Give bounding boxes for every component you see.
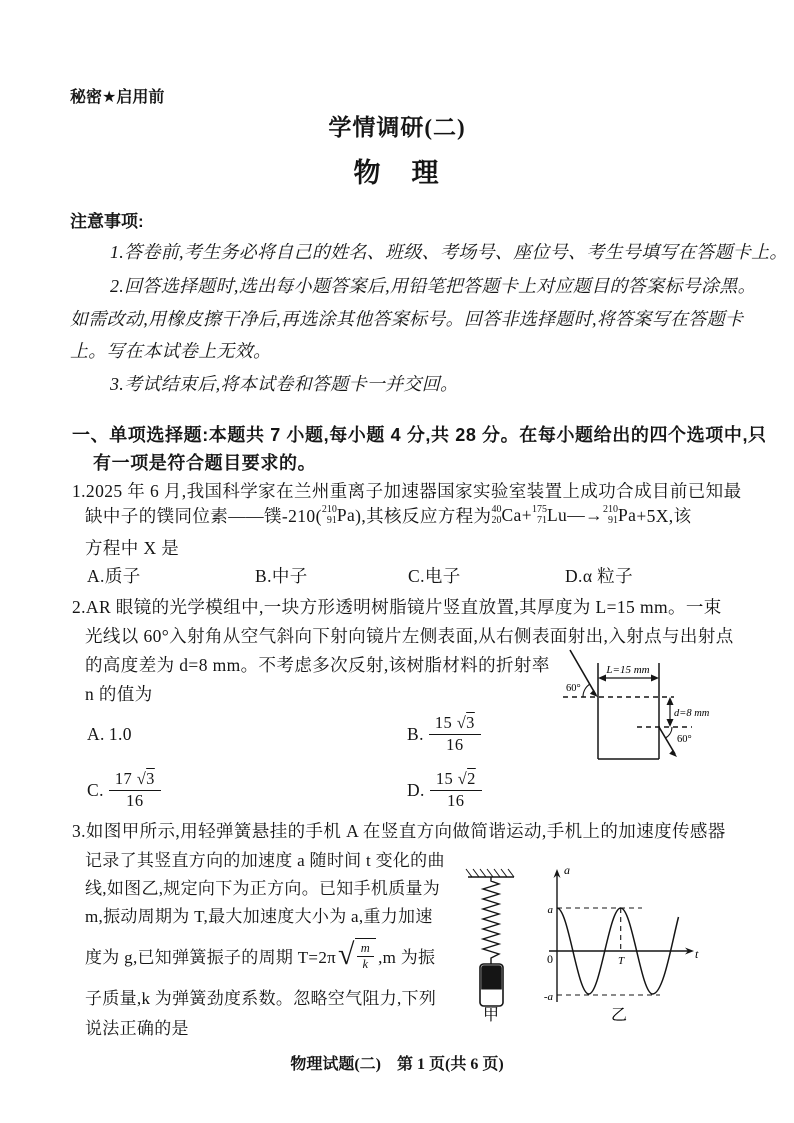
page-footer: 物理试题(二) 第 1 页(共 6 页): [290, 1056, 504, 1073]
q3-figure-jia-caption: 甲: [482, 1007, 500, 1024]
q1-nuclide-lu-scripts: 175 71: [531, 504, 547, 526]
q1-option-b: B.中子: [255, 566, 308, 586]
q3-line-5: [85, 938, 435, 972]
q1-nuclide-pa2-symbol: Pa: [618, 505, 637, 525]
q2-line-4: n 的值为: [85, 684, 153, 704]
notice-line-5: 3.考试结束后,将本试卷和答题卡一并交回。: [110, 374, 459, 394]
q1-option-a: A.质子: [87, 566, 141, 586]
notice-line-3: 如需改动,用橡皮擦干净后,再选涂其他答案标号。回答非选择题时,将答案写在答题卡: [70, 309, 744, 329]
q1-equation-mid: ),其核反应方程为: [355, 506, 492, 526]
q3-graph-period-label: T: [617, 955, 625, 967]
q3-graph-y-axis-label: a: [564, 863, 570, 877]
q2-option-d-fraction: 15 √2 16: [430, 769, 482, 811]
q3-graph-min-label: -a: [543, 991, 553, 1003]
q2-figure-width-label: L=15 mm: [606, 664, 650, 676]
q3-line-2: 记录了其竖直方向的加速度 a 随时间 t 变化的曲: [85, 851, 445, 870]
q1-nuclide-pa2-scripts: 210 91: [603, 504, 619, 526]
q1-nuclide-lu-symbol: Lu: [546, 505, 568, 525]
q1-line-2: [85, 503, 691, 528]
q1-line-1: 1.2025 年 6 月,我国科学家在兰州重离子加速器国家实验室装置上成功合成目前已知最: [72, 481, 742, 501]
q1-equation-pre: 缺中子的镤同位素——镤-210(: [85, 506, 322, 526]
section-heading-line-2: 有一项是符合题目要求的。: [93, 453, 317, 473]
section-heading-line-1: 一、单项选择题:本题共 7 小题,每小题 4 分,共 28 分。在每小题给出的四个选项中,只: [72, 425, 767, 445]
q1-nuclide-pa1-symbol: Pa: [336, 505, 356, 525]
subject-title: 物 理: [353, 158, 441, 188]
q1-plus-sign: +: [521, 505, 532, 525]
notice-line-2: 2.回答选择题时,选出每小题答案后,用铅笔把答题卡上对应题目的答案标号涂黑。: [110, 276, 756, 296]
q1-reaction-arrow: —→: [567, 505, 604, 525]
q2-option-d: D. 15 √2 16: [407, 766, 482, 814]
q2-option-a: A. 1.0: [87, 723, 132, 744]
q3-acceleration-graph: [535, 855, 707, 1027]
q1-nuclide-ca-symbol: Ca: [501, 505, 522, 525]
q1-option-d: D.α 粒子: [565, 566, 633, 586]
q3-sqrt-formula: √ m k: [338, 938, 376, 972]
q1-nuclide-ca-scripts: 40 20: [491, 504, 502, 526]
q3-line-4: m,振动周期为 T,最大加速度大小为 a,重力加速: [85, 907, 433, 926]
q3-graph-origin-label: 0: [547, 952, 553, 966]
q2-line-3: 的高度差为 d=8 mm。不考虑多次反射,该树脂材料的折射率: [85, 655, 550, 675]
q2-refraction-diagram: [550, 633, 750, 773]
secrecy-label: 秘密★启用前: [70, 89, 165, 106]
notice-heading: 注意事项:: [70, 212, 144, 231]
exam-title: 学情调研(二): [328, 115, 466, 140]
q1-line-3: 方程中 X 是: [85, 538, 180, 558]
q2-option-b-fraction: 15 √3 16: [429, 713, 481, 755]
q1-nuclide-pa1-scripts: 210 91: [321, 504, 337, 526]
notice-line-4: 上。写在本试卷上无效。: [70, 341, 272, 361]
q3-figure-yi-caption: 乙: [610, 1007, 628, 1024]
q3-spring-phone-figure: [455, 860, 525, 1025]
q3-graph-max-label: a: [547, 904, 553, 916]
q1-option-c: C.电子: [408, 566, 461, 586]
q2-option-c: C. 17 √3 16: [87, 766, 161, 814]
q2-figure-exit-angle-label: 60°: [677, 734, 692, 745]
notice-line-1: 1.答卷前,考生务必将自己的姓名、班级、考场号、座位号、考生号填写在答题卡上。: [110, 242, 788, 262]
q3-line-1: 3.如图甲所示,用轻弹簧悬挂的手机 A 在竖直方向做简谐运动,手机上的加速度传感器: [72, 821, 726, 841]
q2-figure-offset-label: d=8 mm: [674, 708, 710, 719]
q3-line-6: 子质量,k 为弹簧劲度系数。忽略空气阻力,下列: [85, 989, 437, 1008]
q3-graph-x-axis-label: t: [695, 947, 699, 961]
q2-line-1: 2.AR 眼镜的光学模组中,一块方形透明树脂镜片竖直放置,其厚度为 L=15 mm。一束: [72, 597, 722, 617]
q2-option-b: B. 15 √3 16: [407, 710, 481, 758]
q2-line-2: 光线以 60°入射角从空气斜向下射向镜片左侧表面,从右侧表面射出,入射点与出射点: [85, 626, 734, 646]
q3-formula-pre: 度为 g,已知弹簧振子的周期 T=2π: [85, 947, 337, 967]
q3-line-3: 线,如图乙,规定向下为正方向。已知手机质量为: [85, 879, 441, 898]
q2-figure-incident-angle-label: 60°: [566, 683, 581, 694]
q1-equation-post: +5X,该: [636, 506, 692, 526]
q3-line-7: 说法正确的是: [85, 1019, 189, 1038]
q2-option-c-fraction: 17 √3 16: [109, 769, 161, 811]
q3-formula-post: ,m 为振: [378, 947, 436, 967]
